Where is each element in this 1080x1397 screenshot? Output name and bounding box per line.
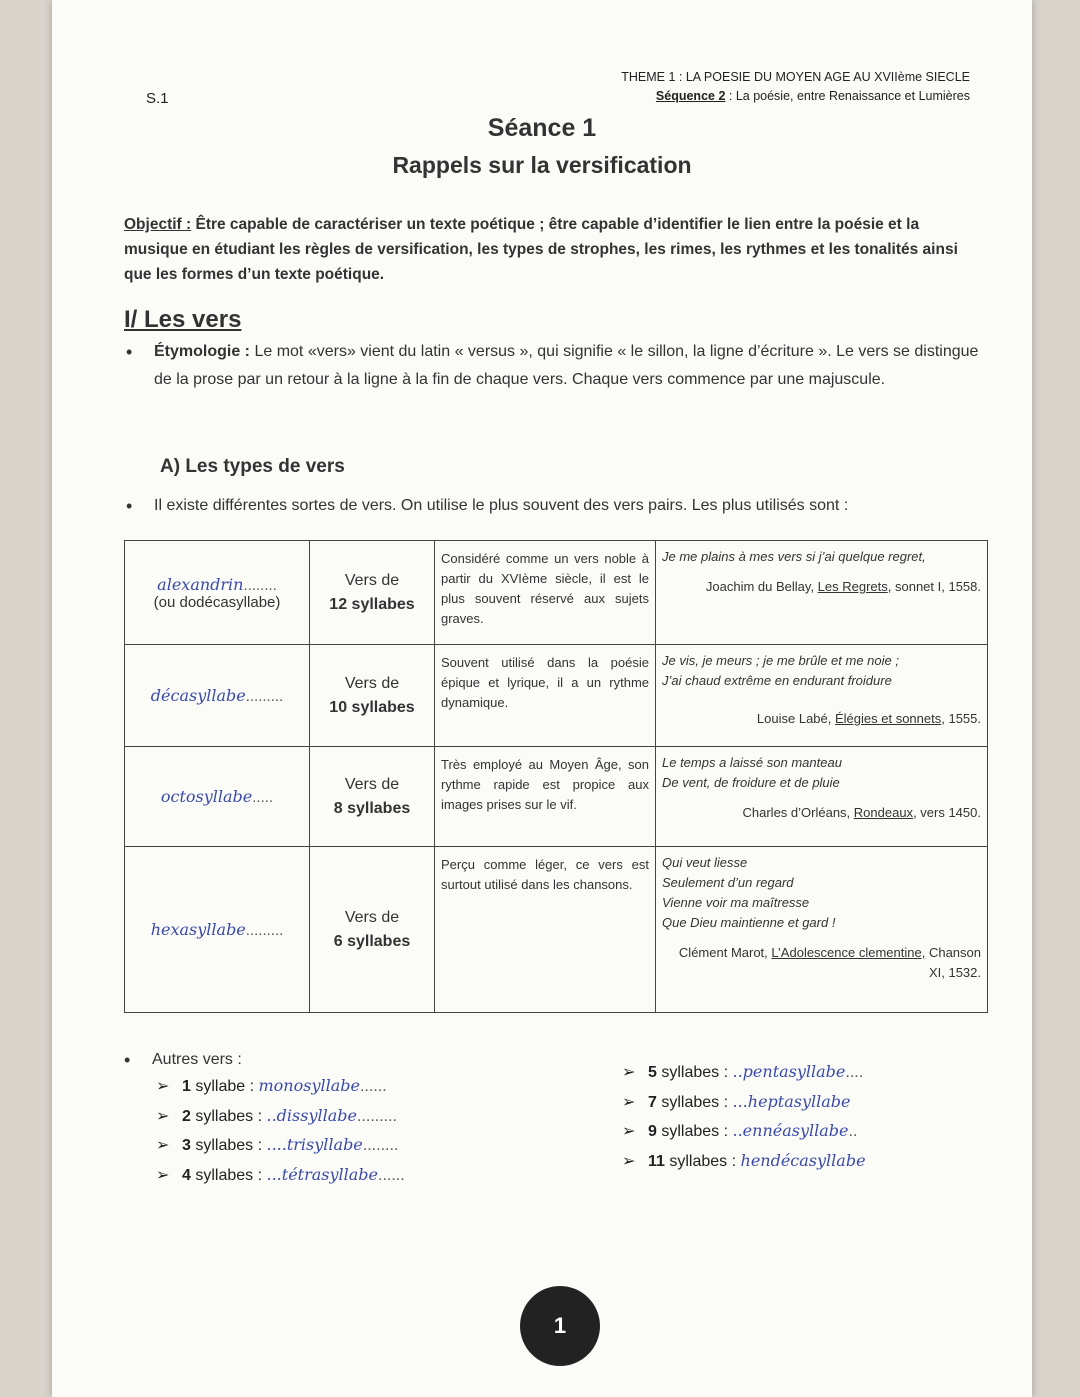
dotted-fill: ..... [252, 789, 274, 806]
dotted-fill: ........ [243, 576, 277, 594]
handwritten-answer: octosyllabe [160, 787, 253, 806]
list-item [156, 1072, 405, 1102]
example-attribution [662, 577, 981, 597]
example-verse: Vienne voir ma maîtresse [662, 895, 810, 910]
document-page [52, 0, 1032, 1397]
dotted-fill: .. [848, 1123, 858, 1140]
list-item [622, 1147, 866, 1177]
handwritten-answer: hexasyllabe [150, 920, 246, 939]
handwritten-answer: ..dissyllabe [266, 1105, 357, 1125]
syllable-line-1: Vers de [344, 674, 400, 692]
arrow-icon: ➢ [622, 1093, 636, 1111]
example-cell [656, 645, 988, 747]
autres-label: Autres vers : [152, 1051, 242, 1068]
syllable-cell [310, 747, 435, 847]
syllable-unit: syllabes : [656, 1064, 733, 1081]
verse-name-cell [125, 847, 310, 1013]
syllable-line-1: Vers de [344, 908, 400, 926]
syllable-number: 4 [182, 1166, 191, 1184]
example-cell [656, 747, 988, 847]
handwritten-answer: ....trisyllabe [266, 1135, 363, 1154]
verse-types-table [124, 540, 988, 1013]
syllable-number: 2 [182, 1107, 191, 1125]
example-verse: Je me plains à mes vers si j’ai quelque regret, [662, 549, 926, 564]
handwritten-answer: ...tétrasyllabe [266, 1164, 379, 1184]
etymology-text: Le mot «vers» vient du latin « versus », qui signifie « le sillon, la ligne d’écriture ». Le vers se distingue de la prose par un retour à la ligne à la fin de chaque vers. Chaque vers commence par une majuscule. [154, 343, 979, 388]
table-row [125, 847, 988, 1013]
attribution-date: , vers 1450. [913, 805, 981, 820]
handwritten-answer: monosyllabe [258, 1076, 360, 1095]
syllable-count: 10 syllabes [329, 698, 415, 716]
list-item [156, 1161, 405, 1191]
etymology-label: Étymologie : [154, 343, 251, 360]
attribution-date: , 1555. [941, 711, 981, 726]
sequence-text: : La poésie, entre Renaissance et Lumières [725, 89, 970, 103]
handwritten-answer: ..pentasyllabe [732, 1062, 846, 1081]
page-number-badge: 1 [520, 1286, 600, 1366]
syllable-count: 12 syllabes [329, 595, 415, 613]
attribution-work: Les Regrets [817, 579, 888, 594]
intro-bullet [126, 492, 984, 520]
handwritten-answer: ..ennéasyllabe [732, 1121, 849, 1140]
sequence-label: Séquence 2 [655, 89, 726, 103]
handwritten-answer: alexandrin [157, 574, 244, 594]
bullet-icon: • [126, 342, 133, 362]
syllable-unit: syllabe : [190, 1078, 259, 1095]
syllable-number: 5 [648, 1064, 657, 1081]
syllable-cell [310, 541, 435, 645]
section-title: I/ Les vers [124, 306, 242, 333]
bullet-icon: • [124, 1050, 131, 1070]
verse-name-cell [125, 541, 310, 645]
theme-header [621, 68, 970, 106]
description-cell: Considéré comme un vers noble à partir du XVIème siècle, il est le plus souvent réservé aux sujets graves. [435, 541, 656, 645]
syllable-unit: syllabes : [190, 1107, 267, 1125]
page-subtitle: Rappels sur la versification [392, 152, 692, 178]
table-row [125, 747, 988, 847]
attribution-author: Joachim du Bellay, [705, 579, 818, 594]
attribution-work: L’Adolescence clementine, [771, 945, 926, 960]
dotted-fill: .... [845, 1064, 864, 1081]
verse-name-extra: (ou dodécasyllabe) [153, 593, 281, 611]
syllable-number: 11 [648, 1152, 665, 1170]
example-verse: De vent, de froidure et de pluie [662, 775, 840, 790]
attribution-work: Élégies et sonnets [835, 711, 942, 726]
description-cell: Souvent utilisé dans la poésie épique et lyrique, il a un rythme dynamique. [435, 645, 656, 747]
arrow-icon: ➢ [622, 1064, 636, 1081]
example-verse: Que Dieu maintienne et gard ! [662, 915, 836, 930]
intro-text: Il existe différentes sortes de vers. On utilise le plus souvent des vers pairs. Les plus utilisés sont : [154, 497, 849, 514]
subsection-title: A) Les types de vers [160, 456, 345, 477]
syllable-line-1: Vers de [344, 571, 400, 589]
verse-name-cell [125, 747, 310, 847]
syllable-cell [310, 847, 435, 1013]
example-attribution [662, 709, 981, 729]
attribution-work: Rondeaux [853, 805, 914, 820]
syllable-cell [310, 645, 435, 747]
attribution-author: Louise Labé, [756, 711, 835, 726]
example-verse: Le temps a laissé son manteau [662, 755, 842, 770]
example-cell [656, 541, 988, 645]
syllable-number: 3 [182, 1137, 191, 1154]
other-verses-list-right [622, 1058, 866, 1176]
syllable-unit: syllabes : [656, 1123, 733, 1140]
syllable-unit: syllabes : [190, 1166, 267, 1184]
dotted-fill: ......... [245, 688, 284, 705]
objectif-paragraph [124, 212, 974, 287]
seance-title: Séance 1 [487, 114, 597, 142]
description-cell: Très employé au Moyen Âge, son rythme rapide est propice aux images prises sur le vif. [435, 747, 656, 847]
example-verse: J’ai chaud extrême en endurant froidure [662, 673, 892, 688]
objectif-text: Être capable de caractériser un texte poétique ; être capable d’identifier le lien entre la poésie et la musique en étudiant les règles de versification, les types de strophes, les rimes, les rythmes et les tonalités ainsi que les formes d’un texte poétique. [124, 216, 958, 283]
attribution-date: Chanson XI, 1532. [925, 945, 981, 980]
syllable-number: 7 [648, 1093, 657, 1111]
objectif-label: Objectif : [124, 216, 192, 233]
arrow-icon: ➢ [622, 1152, 636, 1170]
list-item [622, 1058, 866, 1088]
attribution-date: , sonnet I, 1558. [887, 579, 981, 594]
syllable-unit: syllabes : [656, 1093, 733, 1111]
arrow-icon: ➢ [156, 1166, 170, 1184]
handwritten-answer: ...heptasyllabe [732, 1091, 851, 1111]
bullet-icon: • [126, 496, 133, 516]
handwritten-answer: hendécasyllabe [740, 1150, 866, 1170]
example-verse: Seulement d’un regard [662, 875, 794, 890]
syllable-count: 6 syllabes [333, 932, 411, 950]
arrow-icon: ➢ [156, 1137, 170, 1154]
dotted-fill: ...... [378, 1166, 405, 1184]
autres-bullet [124, 1046, 242, 1074]
sequence-line [621, 87, 970, 106]
syllable-unit: syllabes : [664, 1152, 741, 1170]
syllable-count: 8 syllabes [333, 799, 411, 817]
example-attribution [662, 943, 981, 983]
table-row [125, 645, 988, 747]
dotted-fill: ........ [362, 1137, 399, 1154]
example-verse: Qui veut liesse [662, 855, 748, 870]
description-cell: Perçu comme léger, ce vers est surtout utilisé dans les chansons. [435, 847, 656, 1013]
example-cell [656, 847, 988, 1013]
list-item [622, 1088, 866, 1118]
syllable-number: 1 [182, 1078, 191, 1095]
arrow-icon: ➢ [622, 1123, 636, 1140]
other-verses-list-left [156, 1072, 405, 1190]
table-row [125, 541, 988, 645]
etymology-bullet [126, 338, 979, 394]
dotted-fill: ...... [359, 1078, 387, 1095]
arrow-icon: ➢ [156, 1107, 170, 1125]
dotted-fill: ......... [356, 1107, 397, 1125]
page-label: S.1 [146, 90, 169, 107]
theme-title: THEME 1 : LA POESIE DU MOYEN AGE AU XVIIème SIECLE [621, 70, 970, 84]
dotted-fill: ......... [245, 922, 284, 939]
handwritten-answer: décasyllabe [150, 686, 246, 705]
syllable-unit: syllabes : [190, 1137, 267, 1154]
list-item [156, 1102, 405, 1132]
list-item [622, 1117, 866, 1147]
list-item [156, 1131, 405, 1161]
attribution-author: Charles d’Orléans, [742, 805, 854, 820]
syllable-line-1: Vers de [344, 775, 400, 793]
verse-name-cell [125, 645, 310, 747]
attribution-author: Clément Marot, [678, 945, 772, 960]
syllable-number: 9 [648, 1123, 657, 1140]
example-attribution [662, 803, 981, 823]
arrow-icon: ➢ [156, 1078, 170, 1095]
example-verse: Je vis, je meurs ; je me brûle et me noie ; [662, 653, 899, 668]
